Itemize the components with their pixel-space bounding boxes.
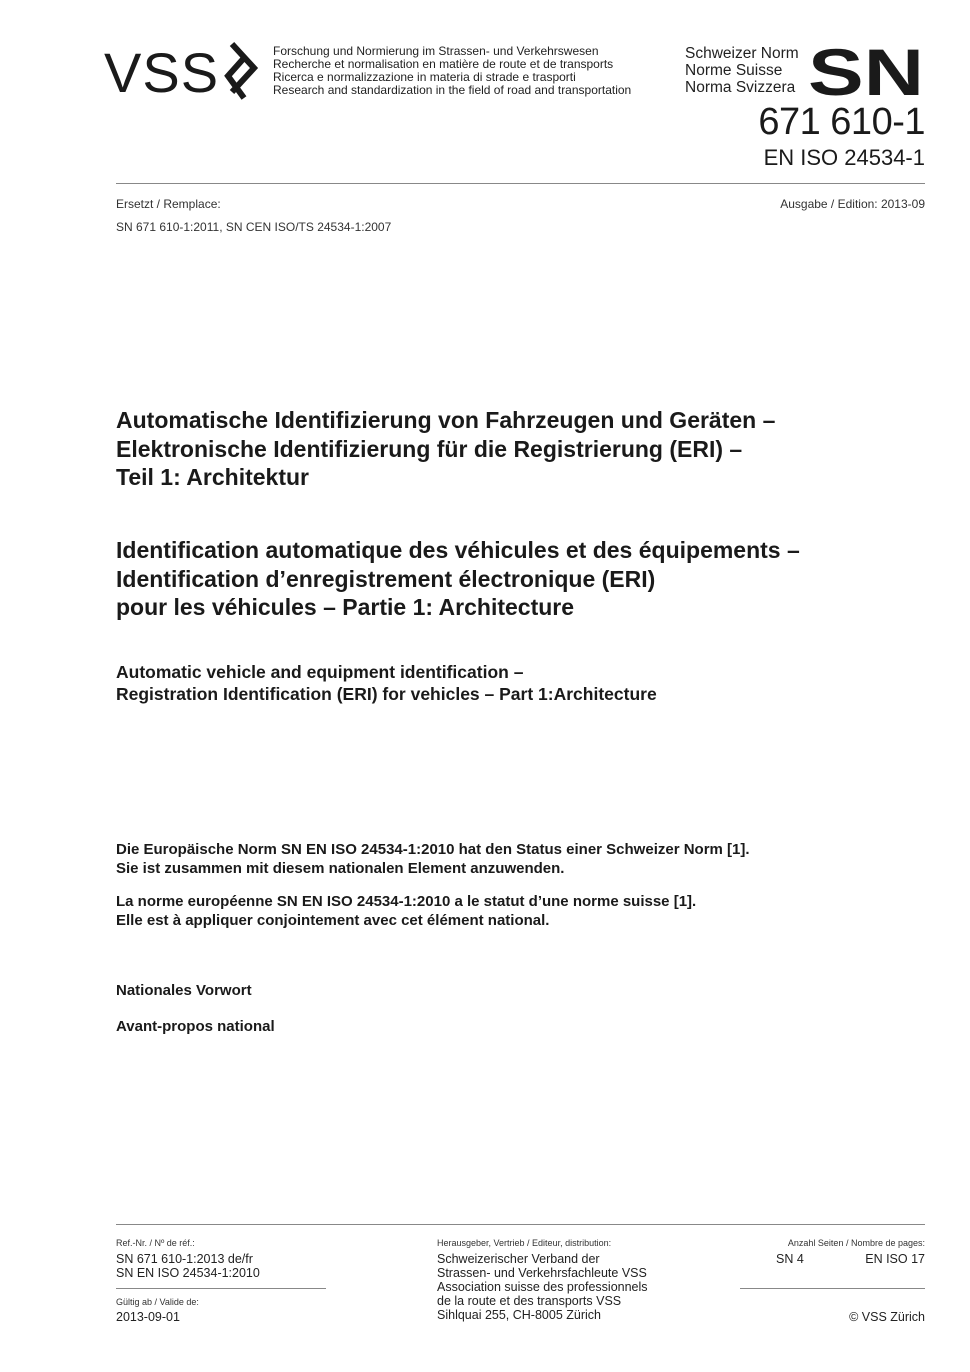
vss-tagline bbox=[273, 45, 631, 97]
valid-from-date: 2013-09-01 bbox=[116, 1310, 180, 1324]
page-count-divider bbox=[740, 1288, 925, 1289]
publisher-label: Herausgeber, Vertrieb / Editeur, distribution: bbox=[437, 1238, 612, 1248]
page-count-en: EN ISO 17 bbox=[865, 1252, 925, 1266]
publisher-line: de la route et des transports VSS bbox=[437, 1294, 622, 1308]
publisher-line: Sihlquai 255, CH-8005 Zürich bbox=[437, 1308, 601, 1322]
publisher-address bbox=[437, 1252, 648, 1322]
sn-name-it: Norma Svizzera bbox=[685, 79, 796, 96]
sn-logo bbox=[808, 45, 926, 97]
title-en-line: Registration Identification (ERI) for vehicles – Part 1:Architecture bbox=[116, 684, 657, 704]
title-en-line: Automatic vehicle and equipment identification – bbox=[116, 662, 524, 682]
norm-number: 671 610-1 bbox=[758, 101, 925, 143]
tagline-en: Research and standardization in the field of road and transportation bbox=[273, 83, 632, 97]
footer-divider bbox=[116, 1224, 925, 1225]
sn-name-fr: Norme Suisse bbox=[685, 62, 783, 79]
publisher-line: Schweizerischer Verband der bbox=[437, 1252, 600, 1266]
title-de-line: Elektronische Identifizierung für die Registrierung (ERI) – bbox=[116, 435, 743, 462]
statement-french bbox=[116, 892, 696, 930]
title-fr-line: pour les véhicules – Partie 1: Architecture bbox=[116, 594, 575, 620]
title-english bbox=[116, 661, 657, 705]
tagline-it: Ricerca e normalizzazione in materia di strade e trasporti bbox=[273, 70, 576, 84]
title-fr-line: Identification d’enregistrement électronique (ERI) bbox=[116, 565, 656, 592]
page-count-sn: SN 4 bbox=[776, 1252, 804, 1266]
header-divider bbox=[116, 183, 925, 184]
reference-number-sn: SN 671 610-1:2013 de/fr bbox=[116, 1252, 253, 1266]
title-de-line: Teil 1: Architektur bbox=[116, 464, 309, 490]
reference-divider bbox=[116, 1288, 326, 1289]
edition: Ausgabe / Edition: 2013-09 bbox=[780, 197, 925, 211]
replaces-label: Ersetzt / Remplace: bbox=[116, 197, 221, 211]
title-german bbox=[116, 406, 775, 492]
foreword-heading-german: Nationales Vorwort bbox=[116, 982, 252, 999]
copyright: © VSS Zürich bbox=[849, 1310, 925, 1324]
title-fr-line: Identification automatique des véhicules et des équipements – bbox=[116, 537, 800, 563]
title-de-line: Automatische Identifizierung von Fahrzeugen und Geräten – bbox=[116, 407, 776, 433]
publisher-line: Strassen- und Verkehrsfachleute VSS bbox=[437, 1266, 647, 1280]
replaces-value: SN 671 610-1:2011, SN CEN ISO/TS 24534-1:2007 bbox=[116, 220, 392, 234]
sn-logo-text: SN bbox=[808, 45, 924, 97]
tagline-fr: Recherche et normalisation en matière de route et de transports bbox=[273, 57, 614, 71]
statement-fr-line: La norme européenne SN EN ISO 24534-1:2010 a le statut d’une norme suisse [1]. bbox=[116, 893, 697, 910]
statement-de-line: Die Europäische Norm SN EN ISO 24534-1:2010 hat den Status einer Schweizer Norm [1]. bbox=[116, 841, 750, 858]
vss-logo-text: VSS bbox=[104, 41, 220, 104]
valid-from-label: Gültig ab / Valide de: bbox=[116, 1297, 199, 1307]
page-count-label: Anzahl Seiten / Nombre de pages: bbox=[787, 1238, 925, 1248]
foreword-heading-french: Avant-propos national bbox=[116, 1018, 275, 1035]
vss-logo bbox=[104, 40, 264, 104]
title-french bbox=[116, 536, 800, 622]
statement-german bbox=[116, 840, 750, 878]
reference-label: Ref.-Nr. / Nº de réf.: bbox=[116, 1238, 195, 1248]
reference-number-en: SN EN ISO 24534-1:2010 bbox=[116, 1266, 260, 1280]
sn-names bbox=[685, 45, 799, 96]
tagline-de: Forschung und Normierung im Strassen- und Verkehrswesen bbox=[273, 44, 599, 58]
publisher-line: Association suisse des professionnels bbox=[437, 1280, 648, 1294]
norm-en-reference: EN ISO 24534-1 bbox=[763, 145, 925, 170]
statement-fr-line: Elle est à appliquer conjointement avec cet élément national. bbox=[116, 912, 550, 929]
statement-de-line: Sie ist zusammen mit diesem nationalen Element anzuwenden. bbox=[116, 860, 565, 877]
sn-name-de: Schweizer Norm bbox=[685, 45, 799, 62]
